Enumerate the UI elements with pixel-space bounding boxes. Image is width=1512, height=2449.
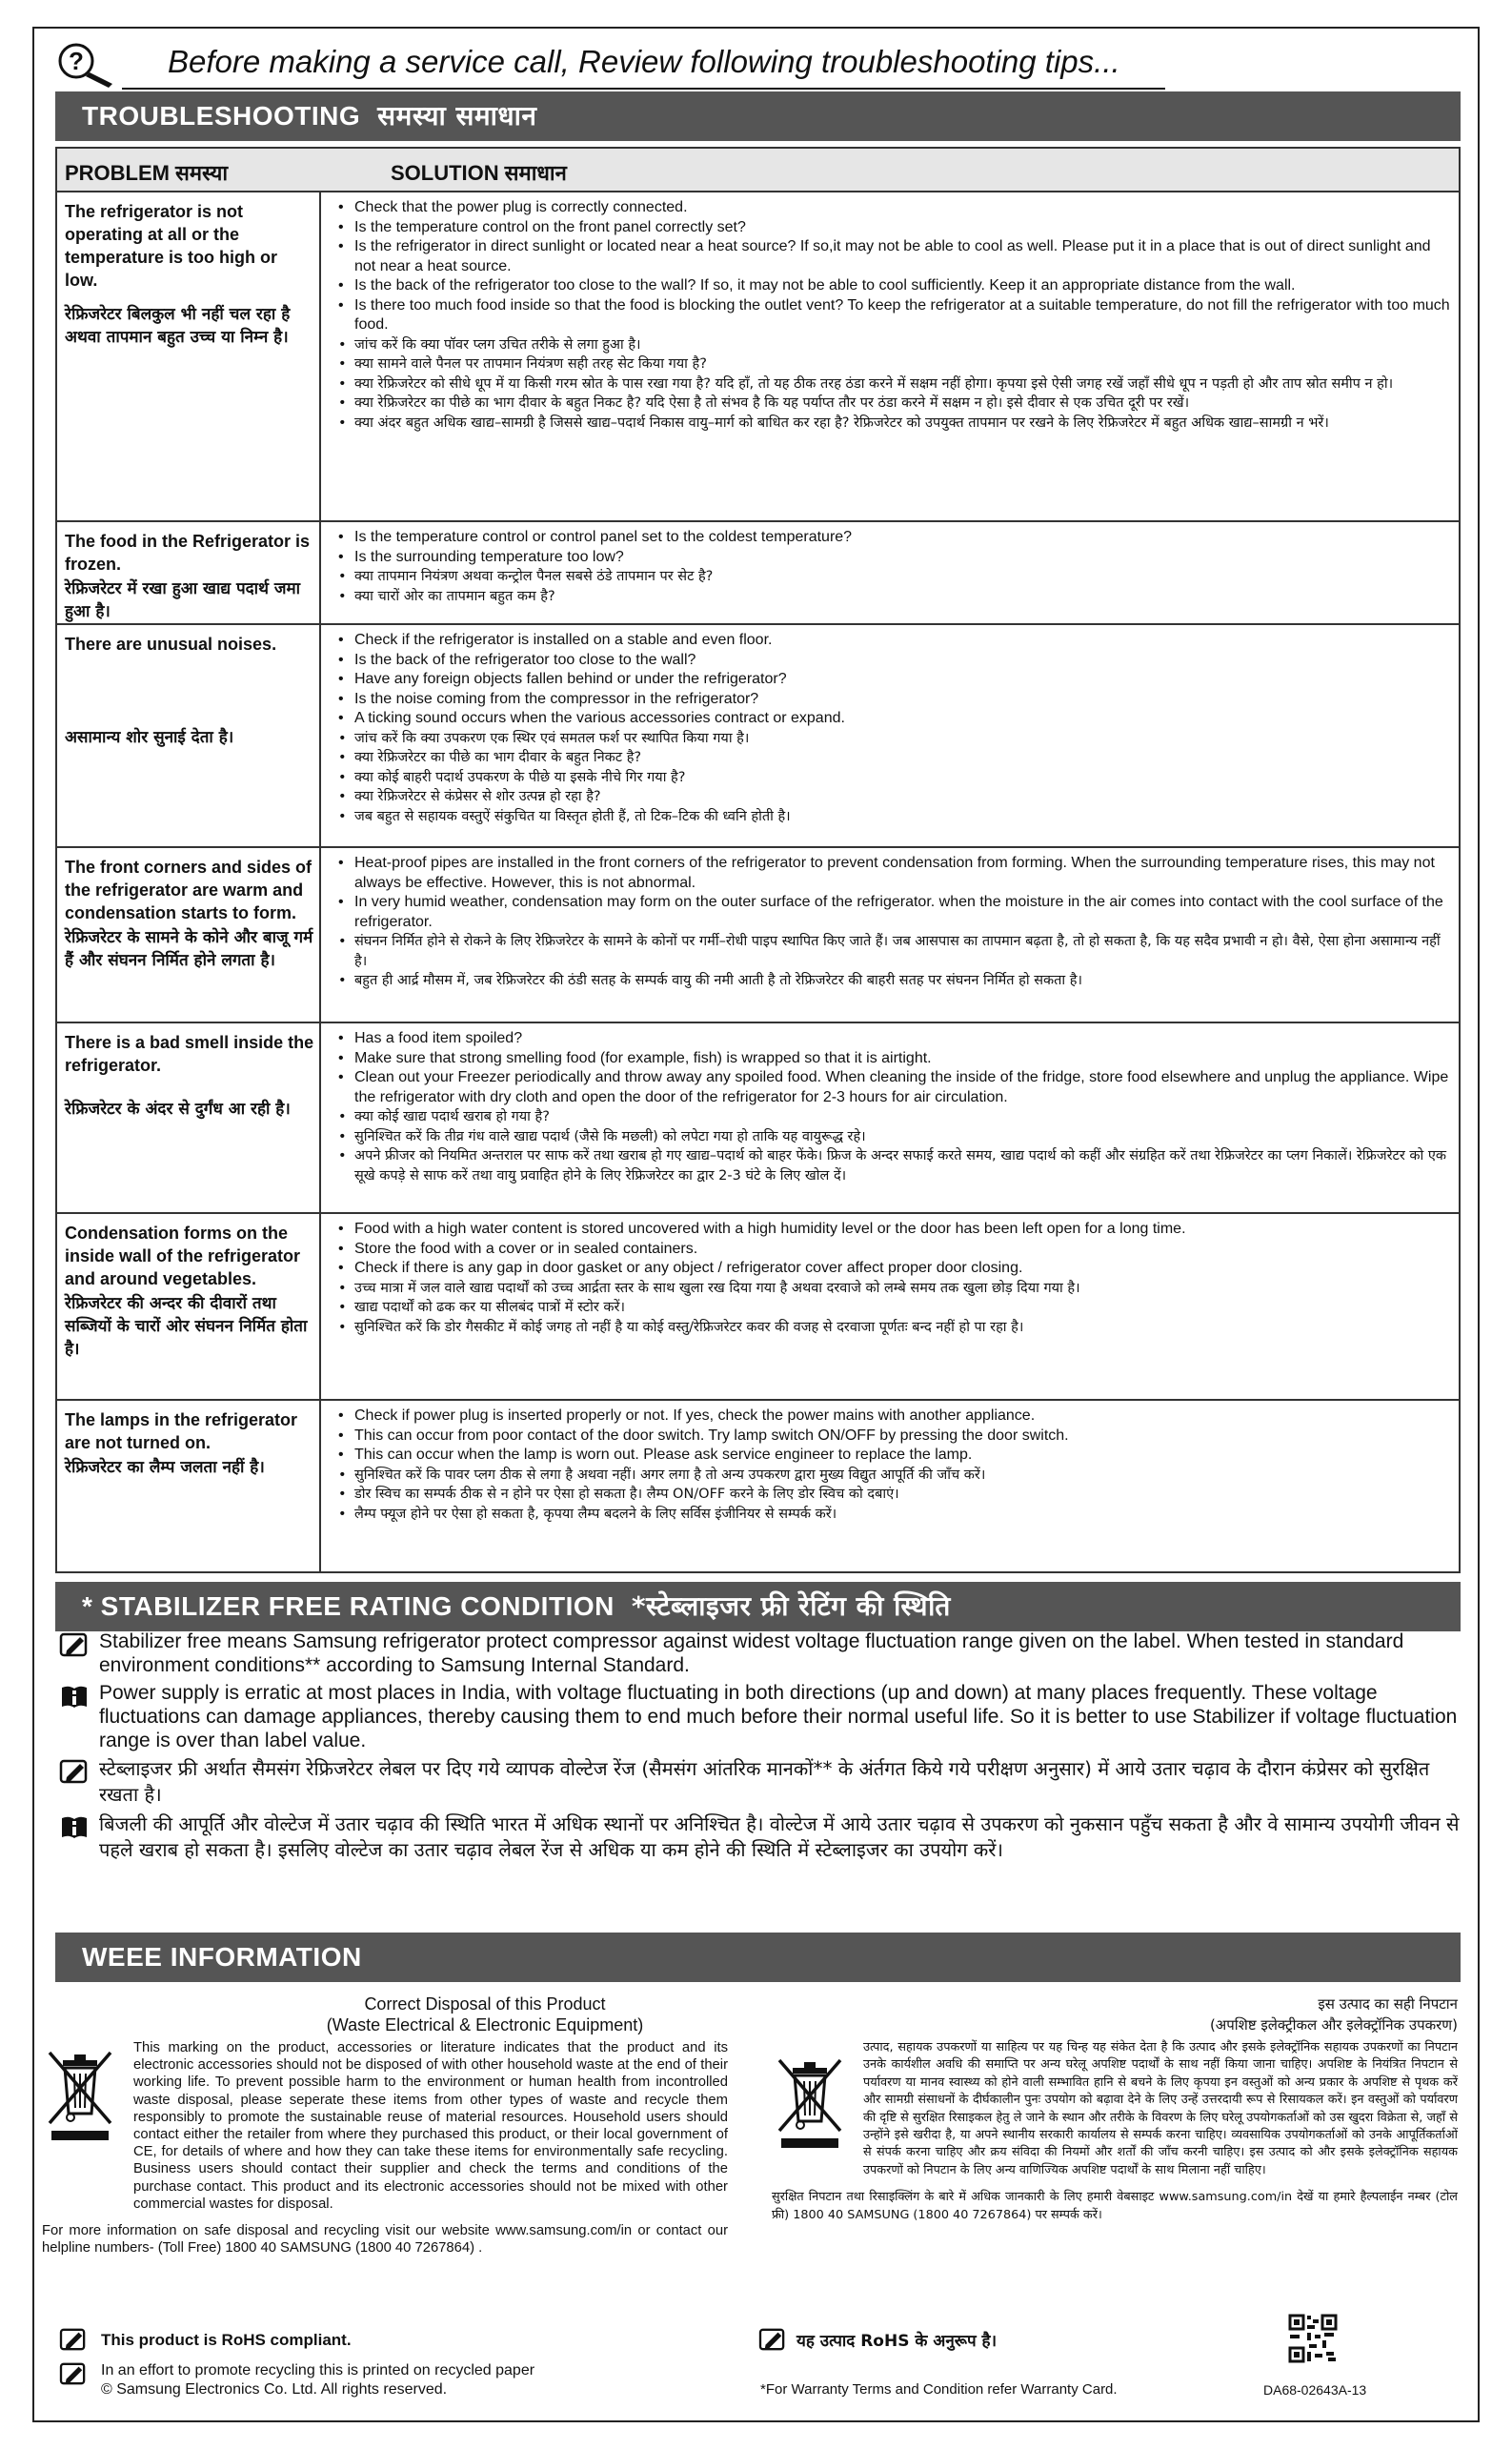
- problem-cell: There are unusual noises. असामान्य शोर सुनाई देता है।: [65, 635, 277, 747]
- solution-item-hindi: • क्या रेफ्रिजरेटर को सीधे धूप में या किसी गरम स्रोत के पास रखा गया है? यदि हाँ, तो यह ठीक तरह ठंडा करने में सक्षम नहीं होगा। कृपया इसे ऐसी जगह रखें जहाँ सीधे धूप न पड़ती हो और ताप स्रोत समीप न हो।: [335, 374, 1455, 395]
- stabilizer-paragraph-hindi: स्टेब्लाइजर फ्री अर्थात सैमसंग रेफ्रिजरेटर लेबल पर दिए गये व्यापक वोल्टेज रेंज (सैमसंग आंतरिक मानकों** के अंर्तगत किये गये परीक्षण अनुसार) में आये उतार चढ़ाव के दौरान कंप्रेसर को सुरक्षित रखता है।: [55, 1756, 1461, 1808]
- solution-item: • Check if power plug is inserted properly or not. If yes, check the power mains with another appliance.: [335, 1407, 1455, 1427]
- solution-item-hindi: • जांच करें कि क्या पॉवर प्लग उचित तरीके से लगा हुआ है।: [335, 335, 1455, 355]
- solution-item: • Is the refrigerator in direct sunlight or located near a heat source? If so,it may not be able to cool as well. Please put it in a place that is out of direct sunlight and not near a heat source.: [335, 237, 1455, 276]
- solution-item-hindi: • सुनिश्चित करें कि डोर गैसकीट में कोई जगह तो नहीं है या कोई वस्तु/रेफ्रिजरेटर कवर की वजह से दरवाजा पूर्णतः बन्द नहीं हो पा रहा है।: [335, 1318, 1455, 1338]
- solution-item-hindi: • सुनिश्चित करें कि पावर प्लग ठीक से लगा है अथवा नहीं। अगर लगा है तो अन्य उपकरण द्वारा मुख्य विद्युत आपूर्ति की जाँच करें।: [335, 1466, 1455, 1486]
- table-header: [57, 149, 1459, 192]
- note-pencil-icon: [59, 1758, 90, 1785]
- qr-code-icon: [1288, 2314, 1338, 2363]
- weee-heading: Correct Disposal of this Product: [364, 1994, 606, 2014]
- solution-item: • Check if the refrigerator is installed on a stable and even floor.: [335, 631, 1455, 651]
- warranty-note: *For Warranty Terms and Condition refer Warranty Card.: [760, 2381, 1118, 2398]
- solution-item: • Is the temperature control on the front panel correctly set?: [335, 218, 1455, 238]
- solution-item-hindi: • अपने फ्रीजर को नियमित अन्तराल पर साफ करें तथा खराब हो गए खाद्य–पदार्थ को बाहर फेंके। फ्रिज के अन्दर सफाई करते समय, खाद्य पदार्थ को कहीं और संग्रहित करें तथा रेफ्रिजरेटर का प्लग निकालें। रेफ्रिजरेटर को एक सूखे कपड़े से साफ करें तथा वायु प्रवाहित होने के लिए रेफ्रिजरेटर का द्वार 2-3 घंटे के लिए खोल दें।: [335, 1146, 1455, 1185]
- solution-list: [335, 1407, 1455, 1524]
- troubleshooting-bar: [55, 91, 1461, 141]
- solution-item-hindi: • बहुत ही आर्द्र मौसम में, जब रेफ्रिजरेटर की ठंडी सतह के सम्पर्क वायु की नमी आती है तो रेफ्रिजरेटर की बाहरी सतह पर संघनन निर्मित हो सकता है।: [335, 971, 1455, 991]
- note-pencil-icon: [758, 2327, 787, 2352]
- solution-item: • Make sure that strong smelling food (for example, fish) is wrapped so that it is airtight.: [335, 1049, 1455, 1069]
- table-row: [57, 1401, 1459, 1573]
- info-book-icon: [59, 1683, 90, 1710]
- solution-item: • Is there too much food inside so that the food is blocking the outlet vent? To keep the refrigerator at a suitable temperature, do not fill the refrigerator with too much food.: [335, 296, 1455, 335]
- solution-item: • Food with a high water content is stored uncovered with a high humidity level or the door has been left open for a long time.: [335, 1220, 1455, 1240]
- weee-subheading: (Waste Electrical & Electronic Equipment): [326, 2015, 644, 2034]
- stabilizer-title-hindi: *स्टेब्लाइजर फ्री रेटिंग की स्थिति: [631, 1590, 951, 1622]
- stabilizer-title: * STABILIZER FREE RATING CONDITION: [82, 1591, 615, 1621]
- table-row: [57, 1023, 1459, 1214]
- crossed-bin-icon: [42, 2047, 118, 2142]
- stabilizer-paragraph-hindi: बिजली की आपूर्ति और वोल्टेज में उतार चढ़ाव की स्थिति भारत में अधिक स्थानों पर अनिश्चित है। वोल्टेज में आये उतार चढ़ाव से उपकरण को नुकसान पहुँच सकता है और वे सामान्य उपयोगी जीवन से पहले खराब हो सकता है। इसलिए वोल्टेज का उतार चढ़ाव लेबल रेंज से अधिक या कम होने की स्थिति में स्टेब्लाइजर का उपयोग करें।: [55, 1811, 1461, 1863]
- rohs-compliance: This product is RoHS compliant.: [101, 2331, 352, 2349]
- heading-underline: [122, 88, 1165, 90]
- solution-item: • Clean out your Freezer periodically and throw away any spoiled food. When cleaning the inside of the fridge, store food elsewhere and unplug the appliance. Wipe the refrigerator with dry cloth and open the door of the refrigerator for 2-3 hours for air circulation.: [335, 1068, 1455, 1107]
- note-pencil-icon: [59, 2327, 88, 2352]
- solution-item-hindi: • क्या कोई बाहरी पदार्थ उपकरण के पीछे या इसके नीचे गिर गया है?: [335, 768, 1455, 788]
- solution-column-header: SOLUTION समाधान: [391, 161, 567, 186]
- troubleshooting-title: TROUBLESHOOTING: [82, 101, 361, 131]
- troubleshooting-title-hindi: समस्या समाधान: [377, 100, 537, 132]
- solution-list: [335, 631, 1455, 826]
- problem-cell: The refrigerator is not operating at all or the temperature is too high or low. रेफ्रिजरेटर बिलकुल भी नहीं चल रहा है अथवा तापमान बहुत उच्च या निम्न है।: [65, 202, 291, 347]
- service-call-heading: [55, 36, 1456, 93]
- solution-list: [335, 1220, 1455, 1337]
- table-row: [57, 1214, 1459, 1401]
- weee-hindi: [772, 1994, 1458, 2224]
- rohs-compliance-hindi: यह उत्पाद RoHS के अनुरूप है।: [796, 2332, 998, 2351]
- recycled-paper-note: In an effort to promote recycling this is printed on recycled paper: [101, 2362, 535, 2378]
- solution-item: • Is the back of the refrigerator too close to the wall?: [335, 651, 1455, 671]
- solution-item: • Store the food with a cover or in sealed containers.: [335, 1240, 1455, 1260]
- weee-bar: [55, 1933, 1461, 1982]
- solution-item: • In very humid weather, condensation may form on the outer surface of the refrigerator. when the moisture in the air comes into contact with the cool surface of the refrigerator.: [335, 893, 1455, 932]
- table-row: [57, 625, 1459, 848]
- table-row: [57, 848, 1459, 1023]
- problem-cell: There is a bad smell inside the refrigerator. रेफ्रिजरेटर के अंदर से दुर्गंध आ रही है।: [65, 1033, 314, 1119]
- solution-item: • Is the temperature control or control panel set to the coldest temperature?: [335, 528, 1455, 548]
- solution-item-hindi: • क्या अंदर बहुत अधिक खाद्य–सामग्री है जिससे खाद्य–पदार्थ निकास वायु–मार्ग को बाधित कर रहा है? रेफ्रिजरेटर को उपयुक्त तापमान पर रखने के लिए रेफ्रिजरेटर में बहुत अधिक खाद्य–सामग्री न भरें।: [335, 414, 1455, 434]
- question-magnifier-icon: [57, 40, 118, 90]
- note-pencil-icon: [59, 1631, 90, 1658]
- solution-item-hindi: • डोर स्विच का सम्पर्क ठीक से न होने पर ऐसा हो सकता है। लैम्प ON/OFF करने के लिए डोर स्विच को दबाएं।: [335, 1485, 1455, 1505]
- stabilizer-bar: [55, 1582, 1461, 1631]
- solution-item-hindi: • क्या कोई खाद्य पदार्थ खराब हो गया है?: [335, 1107, 1455, 1127]
- note-pencil-icon: [59, 2361, 88, 2386]
- weee-body: This marking on the product, accessories or literature indicates that the product and its electronic accessories should not be disposed of with other household waste at the end of their working life. To prevent possible harm to the environment or human health from incontrolled waste disposal, please seperate these items from other types of waste and recycle them responsibly to promote the sustainable reuse of material resources. Household users should contact either the retailer from where they purchased this product, or their local government of CE, for details of where and how they can take these items for environmentally safe recycling. Business users should contact their supplier and check the terms and conditions of the purchase contact. This product and its electronic accessories should not be mixed with other commercial wastes for disposal.: [133, 2040, 728, 2212]
- solution-item-hindi: • क्या तापमान नियंत्रण अथवा कन्ट्रोल पैनल सबसे ठंडे तापमान पर सेट है?: [335, 567, 1455, 587]
- table-row: [57, 522, 1459, 625]
- weee-english: [42, 1994, 728, 2257]
- crossed-bin-icon: [772, 2054, 848, 2150]
- solution-item: • Check that the power plug is correctly connected.: [335, 198, 1455, 218]
- weee-contact: For more information on safe disposal and recycling visit our website www.samsung.com/in or contact our helpline numbers- (Toll Free) 1800 40 SAMSUNG (1800 40 7267864) .: [42, 2223, 728, 2257]
- table-row: [57, 192, 1459, 522]
- weee-contact-hindi: सुरक्षित निपटान तथा रिसाइक्लिंग के बारे में अधिक जानकारी के लिए हमारी वेबसाइट www.samsung.com/in देखें या हमारे हैल्पलाईन नम्बर (टोल फ्री) 1800 40 SAMSUNG (1800 40 7267864) पर सम्पर्क करें।: [772, 2190, 1458, 2222]
- solution-item: • Is the noise coming from the compressor in the refrigerator?: [335, 690, 1455, 710]
- weee-subheading-hindi: (अपशिष्ट इलेक्ट्रीकल और इलेक्ट्रॉनिक उपकरण): [1209, 2016, 1458, 2034]
- solution-item: • A ticking sound occurs when the various accessories contract or expand.: [335, 709, 1455, 729]
- solution-item: • This can occur when the lamp is worn out. Please ask service engineer to replace the lamp.: [335, 1446, 1455, 1466]
- solution-item-hindi: • क्या रेफ्रिजरेटर का पीछे का भाग दीवार के बहुत निकट है? यदि ऐसा है तो संभव है कि यह पर्याप्त तौर पर ठंडा करने में सक्षम न हो। इसे दीवार से एक उचित दूरी पर रखें।: [335, 394, 1455, 414]
- solution-item-hindi: • लैम्प फ्यूज होने पर ऐसा हो सकता है, कृपया लैम्प बदलने के लिए सर्विस इंजीनियर से सम्पर्क करें।: [335, 1505, 1455, 1525]
- document-code: DA68-02643A-13: [1263, 2382, 1367, 2398]
- weee-title: WEEE INFORMATION: [82, 1942, 362, 1972]
- copyright: © Samsung Electronics Co. Ltd. All rights reserved.: [101, 2381, 448, 2398]
- stabilizer-paragraph: Power supply is erratic at most places in India, with voltage fluctuating in both directions (up and down) at many places frequently. These voltage fluctuations can damage appliances, thereby causing them to end much before their normal useful life. So it is better to use Stabilizer if voltage fluctuation range is over than label value.: [55, 1681, 1461, 1752]
- solution-item-hindi: • क्या चारों ओर का तापमान बहुत कम है?: [335, 587, 1455, 607]
- solution-item-hindi: • क्या रेफ्रिजरेटर से कंप्रेसर से शोर उत्पन्न हो रहा है?: [335, 787, 1455, 807]
- solution-item-hindi: • क्या सामने वाले पैनल पर तापमान नियंत्रण सही तरह सेट किया गया है?: [335, 354, 1455, 374]
- solution-item: • This can occur from poor contact of the door switch. Try lamp switch ON/OFF by pressing the door switch.: [335, 1427, 1455, 1447]
- manual-page: [32, 27, 1480, 2422]
- solution-list: [335, 854, 1455, 991]
- troubleshooting-table: [55, 147, 1461, 1573]
- solution-item: • Is the back of the refrigerator too close to the wall? If so, it may not be able to cool sufficiently. Keep it an appropriate distance from the wall.: [335, 276, 1455, 296]
- solution-item-hindi: • उच्च मात्रा में जल वाले खाद्य पदार्थों को उच्च आर्द्रता स्तर के साथ खुला रख दिया गया है अथवा दरवाजे को लम्बे समय तक खुला छोड़ दिया गया है।: [335, 1279, 1455, 1299]
- service-call-tagline: Before making a service call, Review following troubleshooting tips...: [168, 44, 1120, 79]
- solution-item-hindi: • खाद्य पदार्थों को ढक कर या सीलबंद पात्रों में स्टोर करें।: [335, 1298, 1455, 1318]
- info-book-icon: [59, 1813, 90, 1840]
- weee-heading-hindi: इस उत्पाद का सही निपटान: [1318, 1995, 1458, 2013]
- solution-item-hindi: • संघनन निर्मित होने से रोकने के लिए रेफ्रिजरेटर के सामने के कोनों पर गर्मी–रोधी पाइप स्थापित किए जाते हैं। जब आसपास का तापमान बढ़ता है, तो हो सकता है, कि यह सदैव प्रभावी न हो। वैसे, ऐसा होना असामान्य नहीं है।: [335, 932, 1455, 971]
- solution-item-hindi: • जब बहुत से सहायक वस्तुऐं संकुचित या विस्तृत होती हैं, तो टिक–टिक की ध्वनि होती है।: [335, 807, 1455, 827]
- solution-item: • Have any foreign objects fallen behind or under the refrigerator?: [335, 670, 1455, 690]
- stabilizer-paragraph: Stabilizer free means Samsung refrigerator protect compressor against widest voltage fluctuation range given on the label. When tested in standard environment conditions** according to Samsung Internal Standard.: [55, 1629, 1461, 1677]
- solution-item: • Heat-proof pipes are installed in the front corners of the refrigerator to prevent condensation from forming. When the surrounding temperature rises, this may not always be effective. However, this is not abnormal.: [335, 854, 1455, 893]
- solution-item: • Has a food item spoiled?: [335, 1029, 1455, 1049]
- solution-item-hindi: • सुनिश्चित करें कि तीव्र गंध वाले खाद्य पदार्थ (जैसे कि मछली) को लपेटा गया हो ताकि यह वायुरूद्ध रहे।: [335, 1127, 1455, 1147]
- solution-list: [335, 1029, 1455, 1185]
- weee-body-hindi: उत्पाद, सहायक उपकरणों या साहित्य पर यह चिन्ह यह संकेत देता है कि उत्पाद और इसके इलेक्ट्रॉनिक सहायक उपकरणों का निपटान उनके कार्यशील अवधि की समाप्ति पर अन्य घरेलू अपशिष्ट पदार्थों के साथ नहीं किया जाना चाहिए। अपशिष्ट के नियंत्रित निपटान से पर्यावरण या मानव स्वास्थ्य को होने वाली सम्भावित हानि से बचने के लिए कृपया इन वस्तुओं को अन्य प्रकार के अपशिष्ट से पृथक करें और सामग्री संसाधनों के दीर्घकालीन पुनः उपयोग को बढ़ावा देने के लिए उन्हें उत्तरदायी रूप से रिसायकल करें। इन वस्तुओं को पर्यावरण की दृष्टि से सुरक्षित रिसाइकल हेतु ले जाने के स्थान और तरीके के विवरण के लिए घरेलू उपयोगकर्ताओं को उस खुदरा विक्रेता से, जहाँ से उन्होंने इसे खरीदा है, या अपने स्थानीय सरकारी कार्यालय से सम्पर्क करना चाहिए। व्यवसायिक उपयोगकर्ताओं को उनके आपूर्तिकर्ताओं से संपर्क करना चाहिए और क्रय संविदा की नियमों और शर्तों की जाँच करनी चाहिए। इस उत्पाद को और इसके इलेक्ट्रॉनिक सहायक उपकरणों को निपटान के लिए अन्य वाणिज्यिक अपशिष्ट पदार्थों के साथ मिलाना नहीं चाहिए।: [863, 2040, 1458, 2177]
- solution-item-hindi: • क्या रेफ्रिजरेटर का पीछे का भाग दीवार के बहुत निकट है?: [335, 748, 1455, 768]
- svg-text:?: ?: [69, 47, 84, 75]
- problem-cell: The food in the Refrigerator is frozen. रेफ्रिजरेटर में रखा हुआ खाद्य पदार्थ जमा हुआ है।: [65, 532, 311, 621]
- problem-cell: The lamps in the refrigerator are not turned on. रेफ्रिजरेटर का लैम्प जलता नहीं है।: [65, 1410, 298, 1477]
- problem-column-header: PROBLEM समस्या: [65, 161, 229, 186]
- solution-item: • Check if there is any gap in door gasket or any object / refrigerator cover affect proper door closing.: [335, 1259, 1455, 1279]
- solution-list: [335, 198, 1455, 433]
- stabilizer-section: [55, 1629, 1461, 1867]
- problem-cell: The front corners and sides of the refrigerator are warm and condensation starts to form. रेफ्रिजरेटर के सामने के कोने और बाजू गर्म हैं और संघनन निर्मित होने लगता है।: [65, 858, 313, 970]
- solution-item-hindi: • जांच करें कि क्या उपकरण एक स्थिर एवं समतल फर्श पर स्थापित किया गया है।: [335, 729, 1455, 749]
- solution-list: [335, 528, 1455, 606]
- problem-cell: Condensation forms on the inside wall of the refrigerator and around vegetables. रेफ्रिजरेटर की अन्दर की दीवारों तथा सब्जियों के चारों ओर संघनन निर्मित होता है।: [65, 1224, 308, 1359]
- solution-item: • Is the surrounding temperature too low?: [335, 548, 1455, 568]
